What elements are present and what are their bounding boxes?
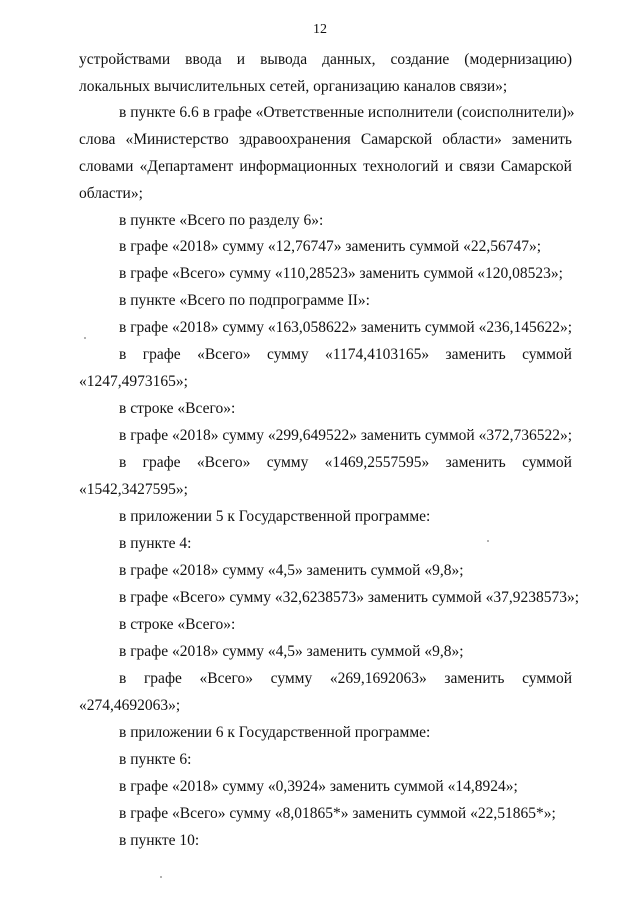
text-line: в пункте «Всего по подпрограмме II»: — [119, 292, 370, 309]
word: «1469,2557595» — [324, 454, 430, 471]
text-line — [119, 670, 572, 688]
text-line: в пункте 6.6 в графе «Ответственные исполнители (соисполнители)» — [119, 104, 575, 121]
text-line — [79, 51, 572, 69]
word: графе — [143, 670, 182, 687]
text-line: в графе «2018» сумму «4,5» заменить суммой «9,8»; — [119, 643, 464, 660]
word: Самарской — [360, 131, 433, 148]
word: Самарской — [500, 158, 572, 175]
word: сумму — [270, 670, 313, 687]
word: «Всего» — [199, 670, 254, 687]
word: вывода — [260, 51, 308, 68]
word: графе — [142, 454, 181, 471]
word: в — [119, 670, 127, 687]
word: «Департамент — [139, 158, 234, 175]
word: заменить — [511, 131, 572, 148]
text-line: в графе «2018» сумму «4,5» заменить суммой «9,8»; — [119, 562, 464, 579]
word: суммой — [522, 454, 572, 471]
text-line: области»; — [79, 185, 143, 202]
word: ввода — [185, 51, 222, 68]
text-line: локальных вычислительных сетей, организацию каналов связи»; — [79, 78, 508, 95]
word: информационных — [239, 158, 357, 175]
word: технологий — [363, 158, 439, 175]
word: (модернизацию) — [464, 51, 572, 68]
text-line: в пункте «Всего по разделу 6»: — [119, 212, 324, 229]
text-line: в графе «Всего» сумму «110,28523» заменить суммой «120,08523»; — [119, 265, 563, 282]
text-line: «1247,4973165»; — [79, 373, 188, 390]
word: графе — [142, 346, 181, 363]
word: устройствами — [79, 51, 171, 68]
word: словами — [79, 158, 134, 175]
text-line: в графе «2018» сумму «12,76747» заменить суммой «22,56747»; — [119, 238, 542, 255]
word: в — [119, 454, 127, 471]
text-line: «274,4692063»; — [79, 697, 181, 714]
word: сумму — [266, 454, 309, 471]
word: здравоохранения — [238, 131, 351, 148]
text-line: в приложении 6 к Государственной программе: — [119, 724, 431, 741]
word: в — [119, 346, 127, 363]
word: «1174,4103165» — [325, 346, 430, 363]
text-line: в пункте 4: — [119, 535, 192, 552]
text-line: в графе «2018» сумму «163,058622» заменить суммой «236,145622»; — [119, 319, 573, 336]
scan-speck — [84, 337, 86, 339]
text-line — [79, 158, 572, 176]
text-line — [119, 346, 572, 364]
word: «Всего» — [196, 454, 251, 471]
word: заменить — [445, 454, 506, 471]
text-line — [119, 454, 572, 472]
word: данных, — [322, 51, 376, 68]
text-line: в графе «Всего» сумму «8,01865*» заменить суммой «22,51865*»; — [119, 805, 556, 822]
text-line: в графе «2018» сумму «0,3924» заменить суммой «14,8924»; — [119, 778, 518, 795]
scan-speck — [487, 540, 489, 542]
word: связи — [459, 158, 495, 175]
word: и — [444, 158, 453, 175]
word: создание — [390, 51, 450, 68]
text-line: в приложении 5 к Государственной программе: — [119, 508, 431, 525]
text-line: «1542,3427595»; — [79, 481, 188, 498]
text-line: в строке «Всего»: — [119, 616, 236, 633]
text-line: в пункте 10: — [119, 832, 200, 849]
text-line: в строке «Всего»: — [119, 400, 236, 417]
word: сумму — [267, 346, 309, 363]
word: области» — [442, 131, 502, 148]
word: «Министерство — [125, 131, 229, 148]
word: слова — [79, 131, 116, 148]
page-number: 12 — [313, 22, 327, 37]
text-line — [79, 131, 572, 149]
word: заменить — [444, 670, 505, 687]
word: «Всего» — [197, 346, 251, 363]
word: «269,1692063» — [329, 670, 427, 687]
text-line: в графе «2018» сумму «299,649522» заменить суммой «372,736522»; — [119, 427, 573, 444]
word: заменить — [445, 346, 506, 363]
scan-speck — [160, 876, 162, 878]
text-line: в пункте 6: — [119, 751, 192, 768]
word: и — [236, 51, 246, 68]
word: суммой — [522, 346, 572, 363]
text-line: в графе «Всего» сумму «32,6238573» заменить суммой «37,9238573»; — [119, 589, 580, 606]
word: суммой — [522, 670, 572, 687]
